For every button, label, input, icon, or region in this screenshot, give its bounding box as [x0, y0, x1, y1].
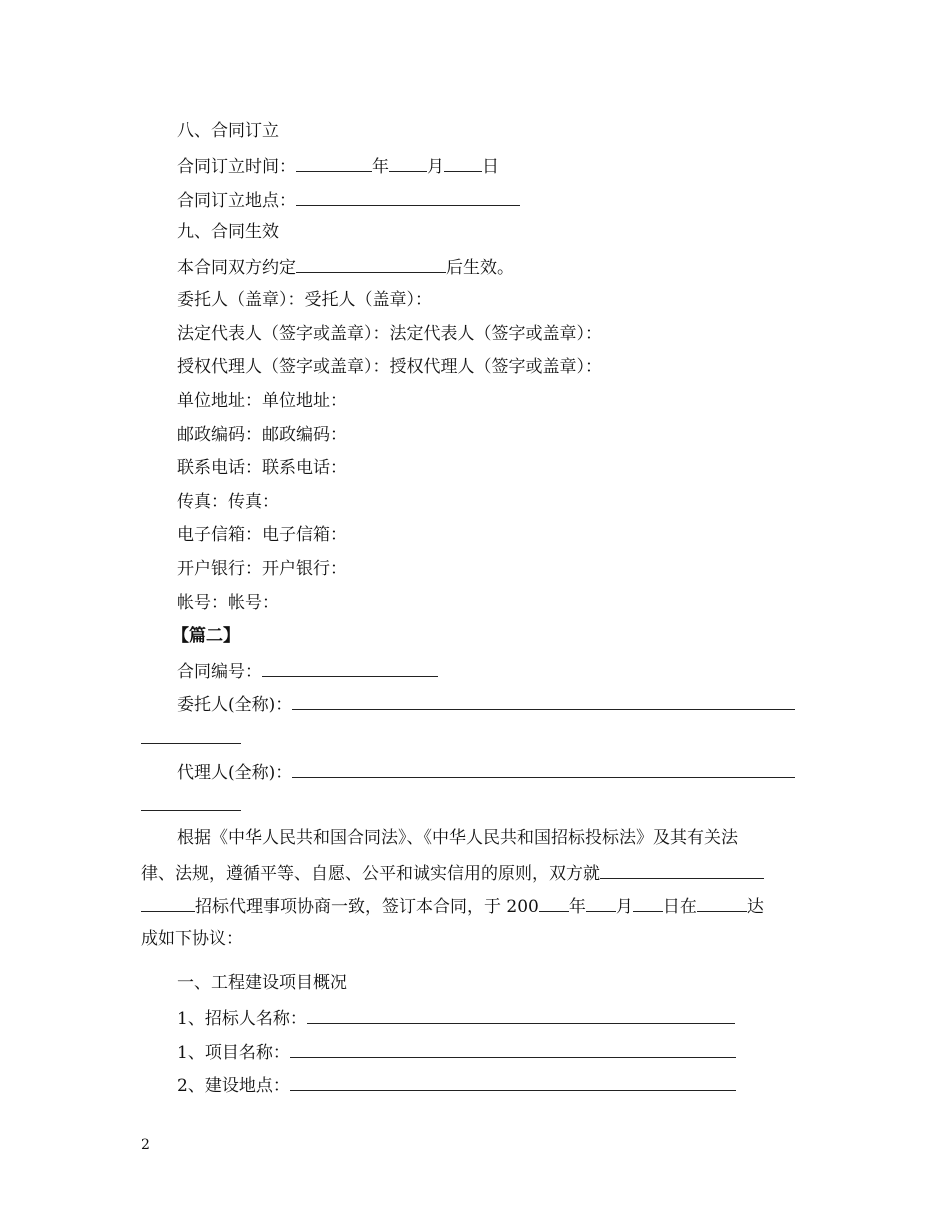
signature-line: 联系电话：联系电话：	[177, 458, 347, 478]
paragraph-text: 日在	[662, 897, 697, 917]
signature-line: 传真：传真：	[177, 492, 279, 512]
page-number: 2	[141, 1137, 150, 1153]
date-year-blank[interactable]	[539, 894, 569, 912]
paragraph-text: 达	[746, 897, 764, 917]
date-day-blank[interactable]	[633, 894, 663, 912]
signature-line: 开户银行：开户银行：	[177, 559, 347, 579]
project-label: 1、项目名称：	[177, 1043, 290, 1063]
contract-number-line	[177, 659, 438, 683]
sign-time-line	[177, 154, 499, 178]
location-line	[177, 1073, 736, 1097]
paragraph-text: 律、法规，遵循平等、自愿、公平和诚实信用的原则，双方就	[141, 864, 600, 884]
contract-number-label: 合同编号：	[177, 662, 262, 682]
sign-time-label: 合同订立时间：	[177, 157, 296, 177]
paragraph-line: 根据《中华人民共和国合同法》、《中华人民共和国招标投标法》及其有关法	[177, 828, 738, 848]
sign-place-label: 合同订立地点：	[177, 191, 296, 211]
agent-blank-cont[interactable]	[141, 793, 241, 811]
principal-line	[177, 692, 795, 716]
agent-blank-continued	[141, 793, 241, 817]
section1-heading: 一、工程建设项目概况	[177, 973, 347, 993]
paragraph-line	[141, 861, 764, 885]
matter-blank-cont[interactable]	[141, 894, 195, 912]
agent-label: 代理人(全称)：	[177, 763, 293, 783]
tenderer-blank[interactable]	[307, 1006, 735, 1024]
paragraph-text: 年	[568, 897, 586, 917]
matter-blank[interactable]	[600, 861, 764, 879]
signature-line: 电子信箱：电子信箱：	[177, 525, 347, 545]
project-line	[177, 1040, 736, 1064]
day-text: 日	[482, 157, 499, 177]
signature-line: 帐号：帐号：	[177, 593, 279, 613]
location-label: 2、建设地点：	[177, 1076, 290, 1096]
effect-line	[177, 255, 514, 279]
signature-line: 委托人（盖章）：受托人（盖章）：	[177, 290, 432, 310]
day-blank[interactable]	[444, 154, 482, 172]
signature-line: 授权代理人（签字或盖章）：授权代理人（签字或盖章）：	[177, 357, 602, 377]
place-blank[interactable]	[296, 188, 520, 206]
principal-blank-continued	[141, 726, 241, 750]
sign-place-blank[interactable]	[697, 894, 747, 912]
effect-prefix: 本合同双方约定	[177, 258, 296, 278]
tenderer-label: 1、招标人名称：	[177, 1009, 307, 1029]
contract-number-blank[interactable]	[262, 659, 438, 677]
principal-label: 委托人(全称)：	[177, 695, 293, 715]
year-text: 年	[372, 157, 389, 177]
agent-blank[interactable]	[292, 760, 795, 778]
paragraph-text: 招标代理事项协商一致，签订本合同，于 200	[195, 897, 539, 917]
project-blank[interactable]	[290, 1040, 736, 1058]
paragraph-text: 月	[615, 897, 633, 917]
year-blank[interactable]	[296, 154, 372, 172]
agent-line	[177, 760, 795, 784]
principal-blank[interactable]	[292, 692, 795, 710]
month-blank[interactable]	[389, 154, 427, 172]
signature-line: 单位地址：单位地址：	[177, 391, 347, 411]
principal-blank-cont[interactable]	[141, 726, 241, 744]
section9-heading: 九、合同生效	[177, 222, 279, 242]
signature-line: 邮政编码：邮政编码：	[177, 425, 347, 445]
sign-place-line	[177, 188, 520, 212]
month-text: 月	[427, 157, 444, 177]
part2-title: 【篇二】	[172, 626, 240, 646]
effect-blank[interactable]	[296, 255, 446, 273]
paragraph-line: 成如下协议：	[141, 929, 243, 949]
date-month-blank[interactable]	[586, 894, 616, 912]
tenderer-line	[177, 1006, 735, 1030]
effect-suffix: 后生效。	[446, 258, 514, 278]
paragraph-line	[141, 894, 764, 918]
section8-heading: 八、合同订立	[177, 121, 279, 141]
location-blank[interactable]	[290, 1073, 736, 1091]
signature-line: 法定代表人（签字或盖章）：法定代表人（签字或盖章）：	[177, 324, 602, 344]
